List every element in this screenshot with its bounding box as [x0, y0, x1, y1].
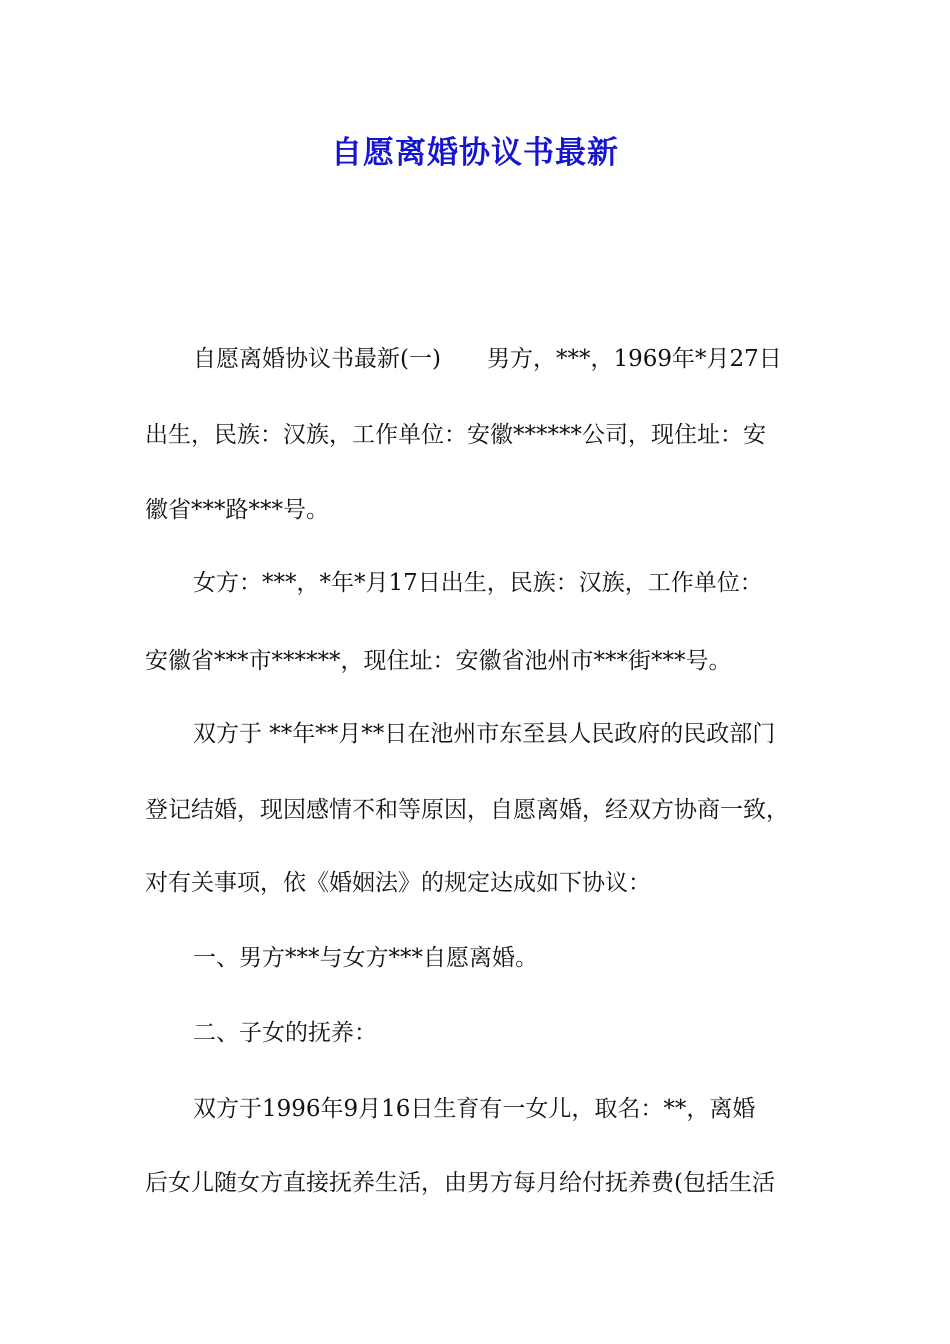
paragraph-1-line-3: 徽省***路***号。 — [145, 497, 329, 523]
paragraph-3-line-3: 对有关事项，依《婚姻法》的规定达成如下协议： — [145, 870, 651, 896]
clause-2-heading: 二、子女的抚养： — [193, 1020, 377, 1046]
paragraph-4-line-1: 双方于1996年9月16日生育有一女儿，取名：**，离婚 — [193, 1096, 756, 1122]
paragraph-2-line-1: 女方：***，*年*月17日出生，民族：汉族，工作单位： — [193, 570, 763, 596]
paragraph-1-line-1: 自愿离婚协议书最新(一) 男方，***，1969年*月27日 — [193, 346, 782, 372]
paragraph-2-line-2: 安徽省***市******，现住址：安徽省池州市***街***号。 — [145, 648, 732, 674]
document-title: 自愿离婚协议书最新 — [331, 135, 619, 171]
paragraph-3-line-1: 双方于 **年**月**日在池州市东至县人民政府的民政部门 — [193, 721, 776, 747]
paragraph-4-line-2: 后女儿随女方直接抚养生活，由男方每月给付抚养费(包括生活 — [145, 1170, 775, 1196]
clause-1: 一、男方***与女方***自愿离婚。 — [193, 945, 538, 971]
paragraph-1-line-2: 出生，民族：汉族，工作单位：安徽******公司，现住址：安 — [145, 422, 766, 448]
paragraph-3-line-2: 登记结婚，现因感情不和等原因，自愿离婚，经双方协商一致， — [145, 797, 789, 823]
